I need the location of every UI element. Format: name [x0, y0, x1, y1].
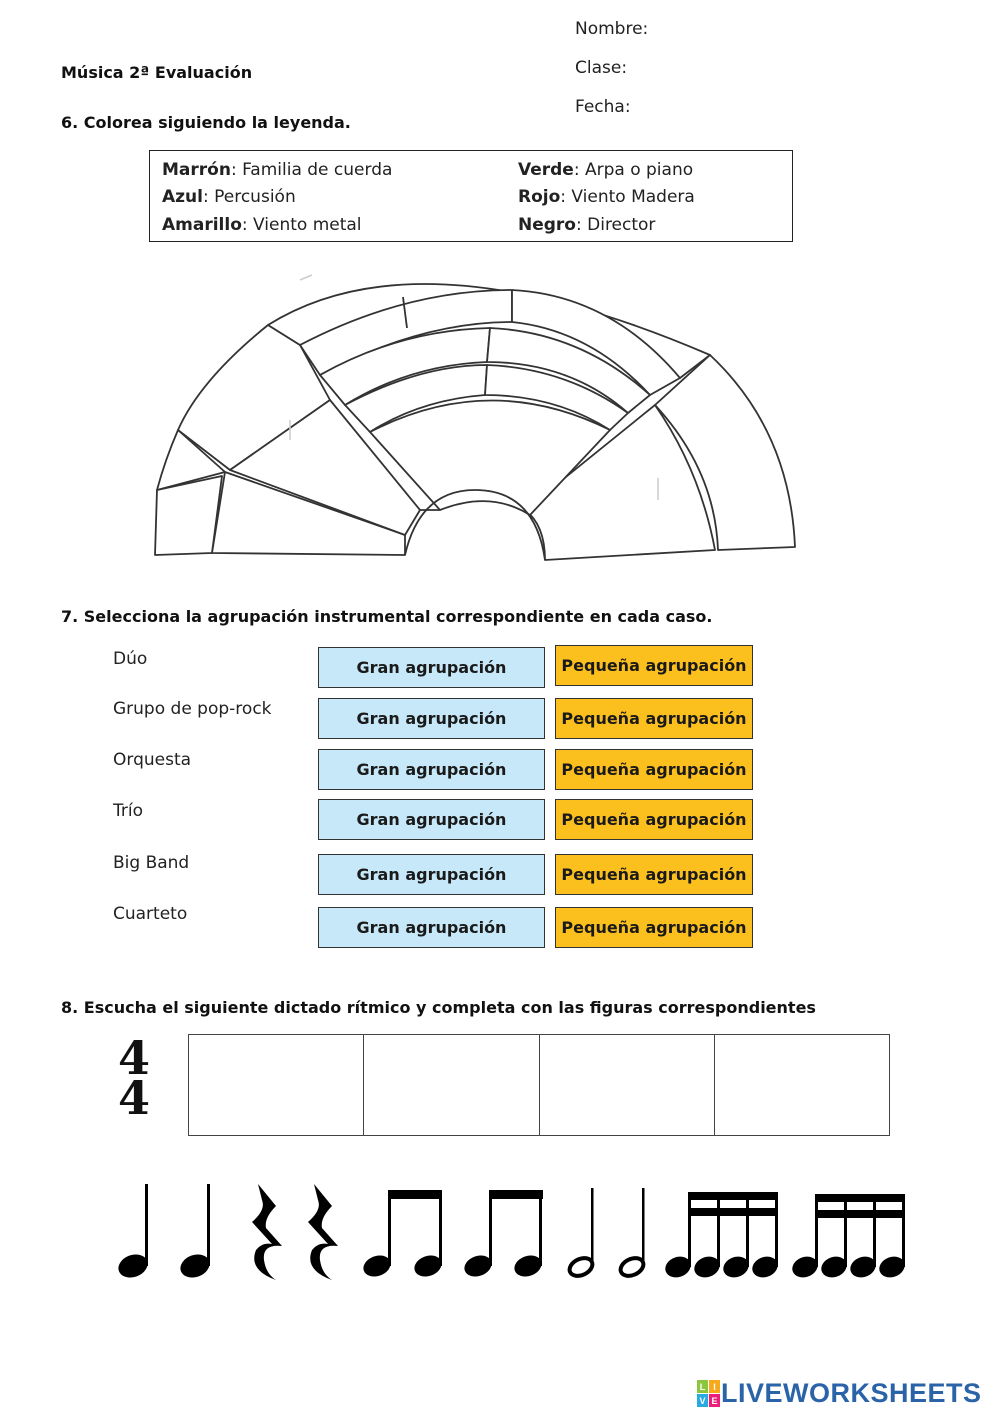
pequena-agrupacion-button[interactable]: Pequeña agrupación	[555, 698, 753, 739]
item-label: Dúo	[113, 649, 148, 669]
pequena-agrupacion-button[interactable]: Pequeña agrupación	[555, 854, 753, 895]
time-signature-bottom: 4	[117, 1071, 150, 1125]
legend-item-blue: Azul: Percusión	[162, 187, 296, 207]
quarter-note-icon[interactable]	[177, 1184, 213, 1281]
eighth-note-pair-icon[interactable]	[461, 1190, 544, 1280]
legend-item-red: Rojo: Viento Madera	[518, 187, 695, 207]
item-label: Orquesta	[113, 750, 192, 770]
name-label: Nombre:	[575, 19, 649, 39]
badge-letter: V	[699, 1395, 706, 1406]
time-signature	[114, 1031, 154, 1125]
half-note-icon[interactable]	[618, 1188, 647, 1279]
sixteenth-note-group-icon[interactable]	[789, 1194, 907, 1281]
legend-item-brown: Marrón: Familia de cuerda	[162, 160, 393, 180]
brand-name: LIVEWORKSHEETS	[721, 1378, 982, 1408]
orchestra-seating-diagram	[0, 0, 1000, 600]
class-label: Clase:	[575, 58, 628, 78]
item-label: Cuarteto	[113, 904, 188, 924]
quarter-note-icon[interactable]	[115, 1184, 151, 1281]
quarter-rest-icon[interactable]	[252, 1184, 282, 1280]
measure-drop-zone-2[interactable]	[364, 1035, 539, 1135]
pequena-agrupacion-button[interactable]: Pequeña agrupación	[555, 645, 753, 686]
gran-agrupacion-button[interactable]: Gran agrupación	[318, 799, 545, 840]
pequena-agrupacion-button[interactable]: Pequeña agrupación	[555, 799, 753, 840]
liveworksheets-logo	[697, 1378, 982, 1409]
badge-letter: E	[711, 1395, 718, 1406]
time-signature-top: 4	[117, 1031, 150, 1085]
sixteenth-note-group-icon[interactable]	[662, 1192, 780, 1281]
legend-item-black: Negro: Director	[518, 215, 656, 235]
legend-item-green: Verde: Arpa o piano	[518, 160, 694, 180]
rhythm-dictation-measures	[188, 1034, 890, 1136]
item-label: Big Band	[113, 853, 190, 873]
question-8-title: 8. Escucha el siguiente dictado rítmico y completa con las figuras correspondientes	[61, 998, 816, 1017]
legend-item-yellow: Amarillo: Viento metal	[162, 215, 362, 235]
gran-agrupacion-button[interactable]: Gran agrupación	[318, 854, 545, 895]
gran-agrupacion-button[interactable]: Gran agrupación	[318, 749, 545, 790]
measure-drop-zone-1[interactable]	[189, 1035, 364, 1135]
question-6-title: 6. Colorea siguiendo la leyenda.	[61, 113, 351, 132]
item-label: Grupo de pop-rock	[113, 699, 272, 719]
pequena-agrupacion-button[interactable]: Pequeña agrupación	[555, 907, 753, 948]
half-note-icon[interactable]	[567, 1188, 596, 1279]
liveworksheets-badge-icon	[697, 1380, 721, 1408]
eighth-note-pair-icon[interactable]	[360, 1190, 444, 1280]
gran-agrupacion-button[interactable]: Gran agrupación	[318, 698, 545, 739]
badge-letter: L	[699, 1381, 706, 1392]
measure-drop-zone-4[interactable]	[715, 1035, 889, 1135]
page-title: Música 2ª Evaluación	[61, 63, 253, 82]
question-7-title: 7. Selecciona la agrupación instrumental correspondiente en cada caso.	[61, 607, 713, 626]
date-label: Fecha:	[575, 97, 631, 117]
item-label: Trío	[113, 801, 143, 821]
note-figures-palette	[0, 1170, 1000, 1290]
quarter-rest-icon[interactable]	[308, 1184, 338, 1280]
pequena-agrupacion-button[interactable]: Pequeña agrupación	[555, 749, 753, 790]
gran-agrupacion-button[interactable]: Gran agrupación	[318, 647, 545, 688]
badge-letter: I	[713, 1381, 716, 1392]
gran-agrupacion-button[interactable]: Gran agrupación	[318, 907, 545, 948]
measure-drop-zone-3[interactable]	[540, 1035, 715, 1135]
